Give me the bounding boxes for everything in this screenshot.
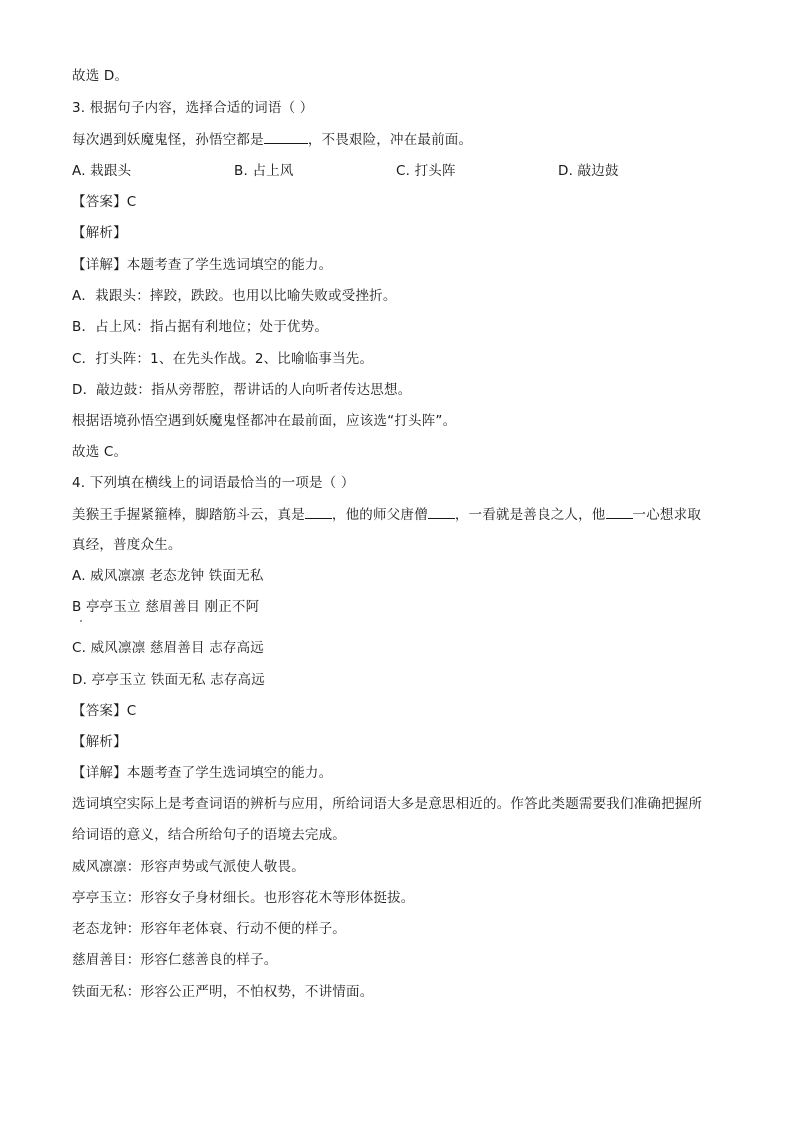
option-d: D. 敲边鼓 bbox=[558, 163, 619, 179]
question-3-title: 3. 根据句子内容，选择合适的词语（ ） bbox=[72, 100, 314, 116]
analysis-label: 【解析】 bbox=[72, 225, 127, 241]
q4-option-a: A. 威风凛凛 老态龙钟 铁面无私 bbox=[72, 568, 264, 584]
sentence-part2: ，他的师父唐僧 bbox=[331, 507, 428, 523]
fill-blank bbox=[305, 505, 332, 519]
option-c: C. 打头阵 bbox=[396, 163, 456, 179]
definition-2: 亭亭玉立：形容女子身材细长。也形容花木等形体挺拔。 bbox=[72, 890, 415, 906]
option-b: B. 占上风 bbox=[234, 163, 294, 179]
definition-1: 威风凛凛：形容声势或气派使人敬畏。 bbox=[72, 859, 305, 875]
q4-option-c: C. 威风凛凛 慈眉善目 志存高远 bbox=[72, 640, 264, 656]
sentence-part4: 一心想求取 bbox=[632, 507, 702, 523]
explanation-a: A．栽跟头：摔跤，跌跤。也用以比喻失败或受挫折。 bbox=[72, 288, 397, 304]
method-explanation-line1: 选词填空实际上是考查词语的辨析与应用，所给词语大多是意思相近的。作答此类题需要我们准确把握所 bbox=[72, 796, 703, 812]
question-4-sentence-line1 bbox=[72, 505, 701, 525]
fill-blank bbox=[264, 130, 308, 144]
q4-option-b: B 亭亭玉立 慈眉善目 刚正不阿 bbox=[72, 599, 260, 615]
definition-5: 铁面无私：形容公正严明，不怕权势，不讲情面。 bbox=[72, 984, 374, 1000]
answer-label: 【答案】C bbox=[72, 194, 137, 210]
question-4-title: 4. 下列填在横线上的词语最恰当的一项是（ ） bbox=[72, 475, 355, 491]
question-3-options bbox=[72, 161, 722, 181]
answer-label-q4: 【答案】C bbox=[72, 703, 137, 719]
question-3-sentence bbox=[72, 130, 472, 150]
fill-blank bbox=[606, 505, 633, 519]
sentence-part1: 美猴王手握紧箍棒，脚踏筋斗云，真是 bbox=[72, 507, 305, 523]
context-reasoning: 根据语境孙悟空遇到妖魔鬼怪都冲在最前面，应该选“打头阵”。 bbox=[72, 413, 457, 429]
fill-blank bbox=[428, 505, 455, 519]
detail-intro-q4: 【详解】本题考查了学生选词填空的能力。 bbox=[72, 765, 333, 781]
analysis-label-q4: 【解析】 bbox=[72, 734, 127, 750]
conclusion-q2: 故选 D。 bbox=[72, 68, 129, 84]
explanation-b: B．占上风：指占据有利地位；处于优势。 bbox=[72, 319, 329, 335]
q4-option-d: D. 亭亭玉立 铁面无私 志存高远 bbox=[72, 672, 265, 688]
method-explanation-line2: 给词语的意义，结合所给句子的语境去完成。 bbox=[72, 827, 346, 843]
definition-3: 老态龙钟：形容年老体衰、行动不便的样子。 bbox=[72, 921, 346, 937]
question-3-sentence-part1: 每次遇到妖魔鬼怪，孙悟空都是 bbox=[72, 132, 264, 148]
definition-4: 慈眉善目：形容仁慈善良的样子。 bbox=[72, 952, 278, 968]
question-3-sentence-part2: ，不畏艰险，冲在最前面。 bbox=[307, 132, 473, 148]
explanation-c: C．打头阵：1、在先头作战。2、比喻临事当先。 bbox=[72, 351, 374, 367]
sentence-part3: ，一看就是善良之人，他 bbox=[454, 507, 606, 523]
question-4-sentence-line2: 真经，普度众生。 bbox=[72, 537, 182, 553]
option-a: A. 栽跟头 bbox=[72, 163, 132, 179]
conclusion-q3: 故选 C。 bbox=[72, 444, 128, 460]
detail-intro: 【详解】本题考查了学生选词填空的能力。 bbox=[72, 257, 333, 273]
explanation-d: D．敲边鼓：指从旁帮腔，帮讲话的人向听者传达思想。 bbox=[72, 382, 412, 398]
stray-mark bbox=[80, 620, 82, 622]
